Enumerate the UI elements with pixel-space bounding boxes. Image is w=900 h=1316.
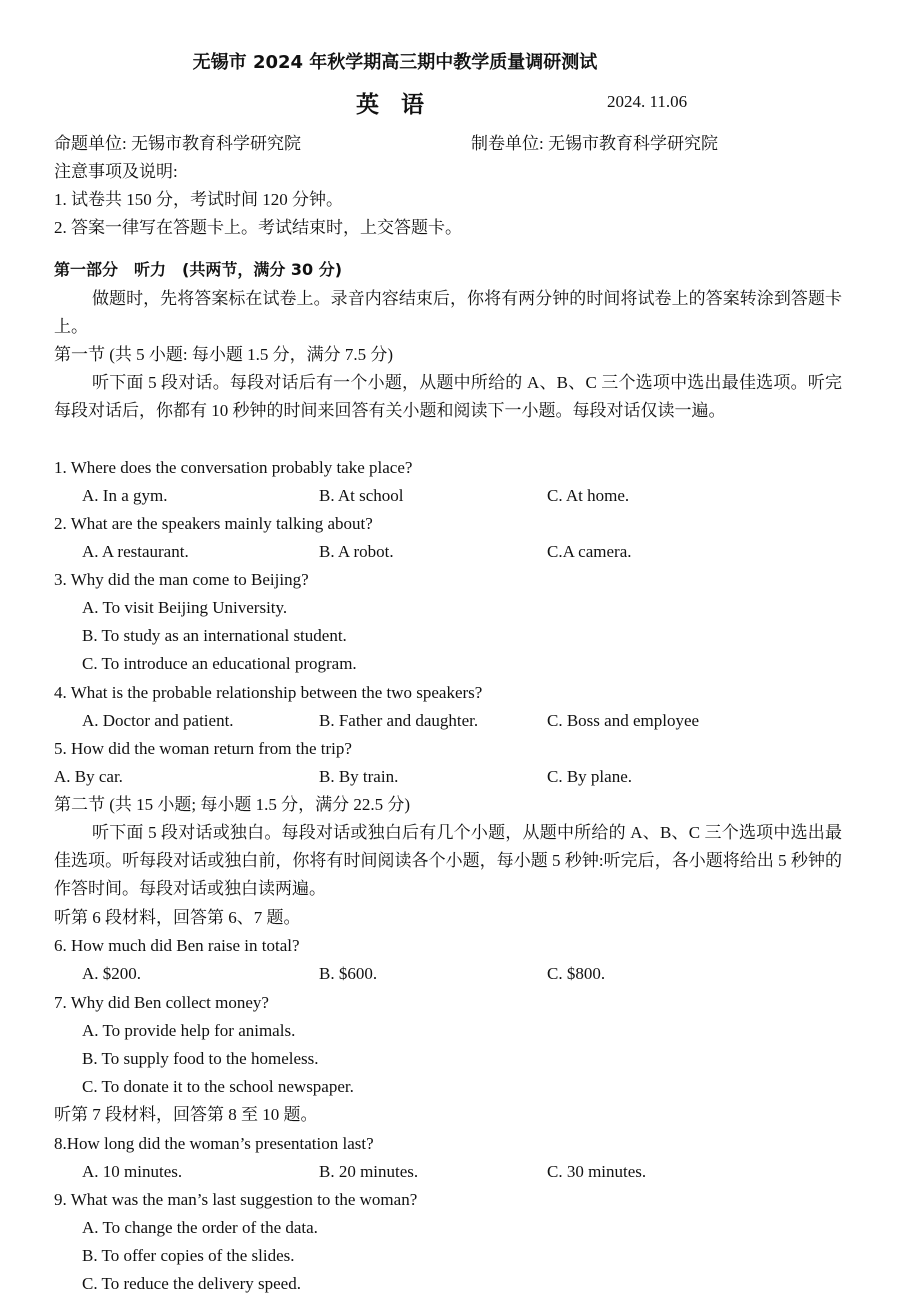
note-2: 2. 答案一律写在答题卡上。考试结束时，上交答题卡。 — [54, 218, 462, 237]
question-1-stem: 1. Where does the conversation probably take place? — [54, 458, 413, 477]
question-5-option-b: B. By train. — [319, 767, 399, 786]
question-1-option-c: C. At home. — [547, 486, 630, 505]
question-3-stem: 3. Why did the man come to Beijing? — [54, 570, 309, 589]
question-4-stem: 4. What is the probable relationship between the two speakers? — [54, 683, 483, 702]
question-5-option-a: A. By car. — [54, 767, 123, 786]
exam-title: 无锡市 2024 年秋学期高三期中教学质量调研测试 — [192, 52, 598, 73]
section2-instructions: 听下面 5 段对话或独白。每段对话或独白后有几个小题，从题中所给的 A、B、C 三个选项中选出最佳选项。听每段对话或独白前，你将有时间阅读各个小题，每小题 5 秒钟:听完后，各小题将给出 5 秒钟的作答时间。每段对话或独白读两遍。 — [54, 823, 842, 898]
question-1-option-a: A. In a gym. — [82, 486, 168, 505]
question-6-stem: 6. How much did Ben raise in total? — [54, 936, 300, 955]
question-7-option-a: A. To provide help for animals. — [82, 1021, 296, 1040]
question-3-option-c: C. To introduce an educational program. — [82, 654, 357, 673]
question-4-option-b: B. Father and daughter. — [319, 711, 479, 730]
question-3-option-b: B. To study as an international student. — [82, 626, 347, 645]
note-1: 1. 试卷共 150 分，考试时间 120 分钟。 — [54, 190, 343, 209]
question-3-option-a: A. To visit Beijing University. — [82, 598, 288, 617]
subject-title: 英语 — [356, 92, 446, 118]
question-9-option-a: A. To change the order of the data. — [82, 1218, 318, 1237]
question-7-stem: 7. Why did Ben collect money? — [54, 993, 269, 1012]
notes-heading: 注意事项及说明: — [54, 162, 178, 181]
question-7-option-c: C. To donate it to the school newspaper. — [82, 1077, 354, 1096]
exam-date: 2024. 11.06 — [607, 92, 688, 111]
printer-unit: 制卷单位: 无锡市教育科学研究院 — [471, 134, 718, 153]
material-7-instruction: 听第 7 段材料，回答第 8 至 10 题。 — [54, 1105, 318, 1124]
question-4-option-c: C. Boss and employee — [547, 711, 700, 730]
question-8-stem: 8.How long did the woman’s presentation last? — [54, 1134, 374, 1153]
setter-unit: 命题单位: 无锡市教育科学研究院 — [54, 134, 301, 153]
section1-heading: 第一节 (共 5 小题: 每小题 1.5 分，满分 7.5 分) — [54, 345, 394, 364]
part1-heading: 第一部分 听力 (共两节，满分 30 分) — [54, 260, 343, 279]
question-8-option-b: B. 20 minutes. — [319, 1162, 419, 1181]
part1-instructions: 做题时，先将答案标在试卷上。录音内容结束后，你将有两分钟的时间将试卷上的答案转涂到答题卡上。 — [54, 289, 842, 336]
question-6-option-a: A. $200. — [82, 964, 142, 983]
section2-heading: 第二节 (共 15 小题; 每小题 1.5 分，满分 22.5 分) — [54, 795, 411, 814]
question-2-option-b: B. A robot. — [319, 542, 394, 561]
question-2-option-c: C.A camera. — [547, 542, 632, 561]
question-9-stem: 9. What was the man’s last suggestion to the woman? — [54, 1190, 418, 1209]
question-4-option-a: A. Doctor and patient. — [82, 711, 234, 730]
question-5-option-c: C. By plane. — [547, 767, 632, 786]
question-8-option-a: A. 10 minutes. — [82, 1162, 183, 1181]
material-6-instruction: 听第 6 段材料，回答第 6、7 题。 — [54, 908, 301, 927]
section1-instructions: 听下面 5 段对话。每段对话后有一个小题，从题中所给的 A、B、C 三个选项中选出最佳选项。听完每段对话后，你都有 10 秒钟的时间来回答有关小题和阅读下一小题。每段对话仅读一遍。 — [54, 373, 842, 420]
question-9-option-b: B. To offer copies of the slides. — [82, 1246, 295, 1265]
question-6-option-c: C. $800. — [547, 964, 606, 983]
question-5-stem: 5. How did the woman return from the trip? — [54, 739, 352, 758]
question-2-option-a: A. A restaurant. — [82, 542, 189, 561]
question-2-stem: 2. What are the speakers mainly talking about? — [54, 514, 373, 533]
question-7-option-b: B. To supply food to the homeless. — [82, 1049, 319, 1068]
question-9-option-c: C. To reduce the delivery speed. — [82, 1274, 301, 1293]
question-1-option-b: B. At school — [319, 486, 404, 505]
question-8-option-c: C. 30 minutes. — [547, 1162, 647, 1181]
question-6-option-b: B. $600. — [319, 964, 378, 983]
